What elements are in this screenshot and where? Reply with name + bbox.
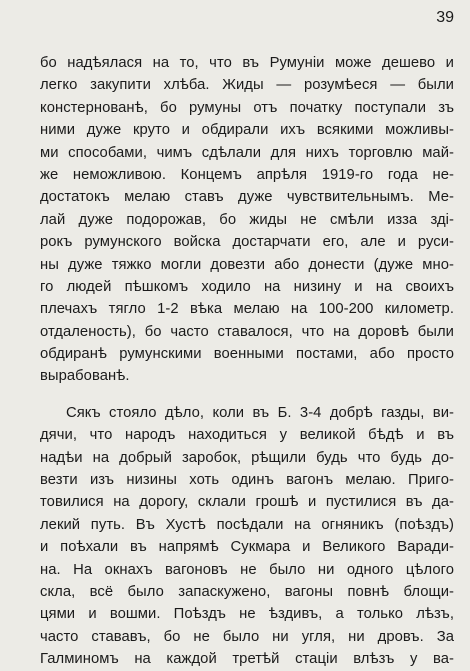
text-line: же неможливою. Концемъ апрѣля 1919-го года не-: [40, 166, 454, 183]
text-line: вырабованѣ.: [40, 368, 130, 385]
text-line: легко закупити хлѣба. Жиды — розумѣеся — были: [40, 77, 454, 94]
text-line: достатокъ мелаю ставъ дуже чувствительнымъ. Ме-: [40, 189, 454, 206]
paragraph-2: [40, 402, 454, 671]
body-text: [40, 52, 454, 671]
text-line: везти изъ низины хоть одинъ вагонъ мелаю. Пригo-: [40, 472, 454, 489]
text-line: дячи, что народъ находиться у великой бѣдѣ и въ: [40, 427, 454, 444]
text-line: констернованѣ, бо румуны отъ початку поступали зъ: [40, 99, 454, 116]
text-line: лай дуже подорожав, бо жиды не смѣли изза здi-: [40, 211, 454, 228]
text-line: цями и вошми. Поѣздъ не ѣздивъ, а только лѣзъ,: [40, 606, 454, 623]
text-line: отдаленость), бо часто ставалося, что на доровѣ были: [40, 323, 454, 340]
text-line: Галминомъ на каждой третѣй стацiи влѣзъ у ва-: [40, 651, 454, 668]
text-line: на. На окнахъ вагоновъ не было ни одного цѣлого: [40, 561, 454, 578]
page-number: 39: [436, 9, 454, 26]
paragraph-1: [40, 52, 454, 388]
text-line: надѣи на добрый заробок, рѣщили будь что будь до-: [40, 449, 454, 466]
text-line: часто стававъ, бо не было ни угля, ни дровъ. За: [40, 628, 454, 645]
text-line: лекий путь. Въ Хустѣ посѣдали на огняникъ (поѣздъ): [40, 516, 454, 533]
text-line: ны дуже тяжко могли довезти або донести (дуже мно-: [40, 256, 454, 273]
text-line: ми способами, чимъ сдѣлали для нихъ торговлю май-: [40, 144, 454, 161]
text-line: бо надѣялася на то, что въ Румунiи може дешево и: [40, 55, 454, 71]
text-line: рокъ румунского войска достарчати его, але и руси-: [40, 234, 454, 251]
text-line: ними дуже круто и обдирали ихъ всякими можливы-: [40, 122, 454, 139]
text-line: плечахъ тягло 1-2 вѣка мелаю на 100-200 километр.: [40, 301, 454, 318]
text-line: и поѣхали въ напрямѣ Сукмара и Великого Варади-: [40, 539, 454, 556]
text-line: Сякъ стояло дѣло, коли въ Б. 3-4 добрѣ газды, ви-: [66, 404, 454, 421]
text-line: обдиранѣ румунскими военными постами, або просто: [40, 346, 454, 363]
text-line: товилися на дорогу, склали грошѣ и пустилися въ да-: [40, 494, 454, 511]
text-line: скла, всё было запаскужено, вагоны повнѣ блощи-: [40, 583, 454, 600]
text-line: го людей пѣшкомъ ходило на низину и на своихъ: [40, 278, 454, 295]
